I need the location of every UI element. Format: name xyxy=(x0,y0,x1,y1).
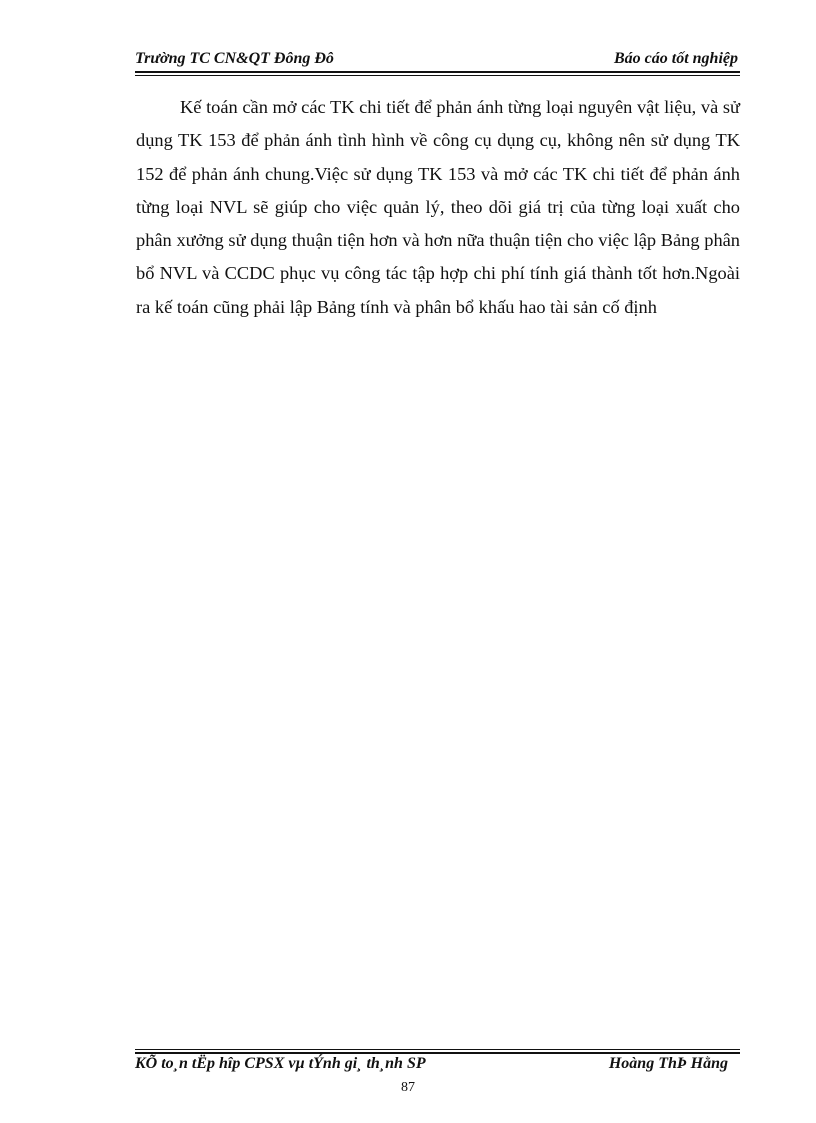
footer-topic: KÕ to¸n tËp hîp CPSX vµ tÝnh gi¸ th¸nh SP xyxy=(135,1055,426,1072)
footer-rule-thin xyxy=(135,1049,740,1050)
page-number: 87 xyxy=(401,1080,415,1095)
page-header xyxy=(135,48,740,72)
header-school-name: Trường TC CN&QT Đông Đô xyxy=(135,50,334,67)
header-report-title: Báo cáo tốt nghiệp xyxy=(613,50,738,67)
page-footer xyxy=(135,1055,740,1079)
header-rule xyxy=(135,71,740,73)
footer-author: Hoàng ThÞ Hằng xyxy=(608,1055,728,1072)
header-rule-thin xyxy=(135,75,740,76)
body-paragraph: Kế toán cần mở các TK chi tiết để phản ánh từng loại nguyên vật liệu, và sử dụng TK 153 để phản ánh tình hình về công cụ dụng cụ, không nên sử dụng TK 152 để phản ánh chung.Việc sử dụng TK 153 và mở các TK chi tiết để phản ánh từng loại NVL sẽ giúp cho việc quản lý, theo dõi giá trị của từng loại xuất cho phân xưởng sử dụng thuận tiện hơn và hơn nữa thuận tiện cho việc lập Bảng phân bổ NVL và CCDC phục vụ công tác tập hợp chi phí tính giá thành tốt hơn.Ngoài ra kế toán cũng phải lập Bảng tính và phân bổ khấu hao tài sản cố định xyxy=(136,97,740,317)
footer-rule xyxy=(135,1052,740,1054)
